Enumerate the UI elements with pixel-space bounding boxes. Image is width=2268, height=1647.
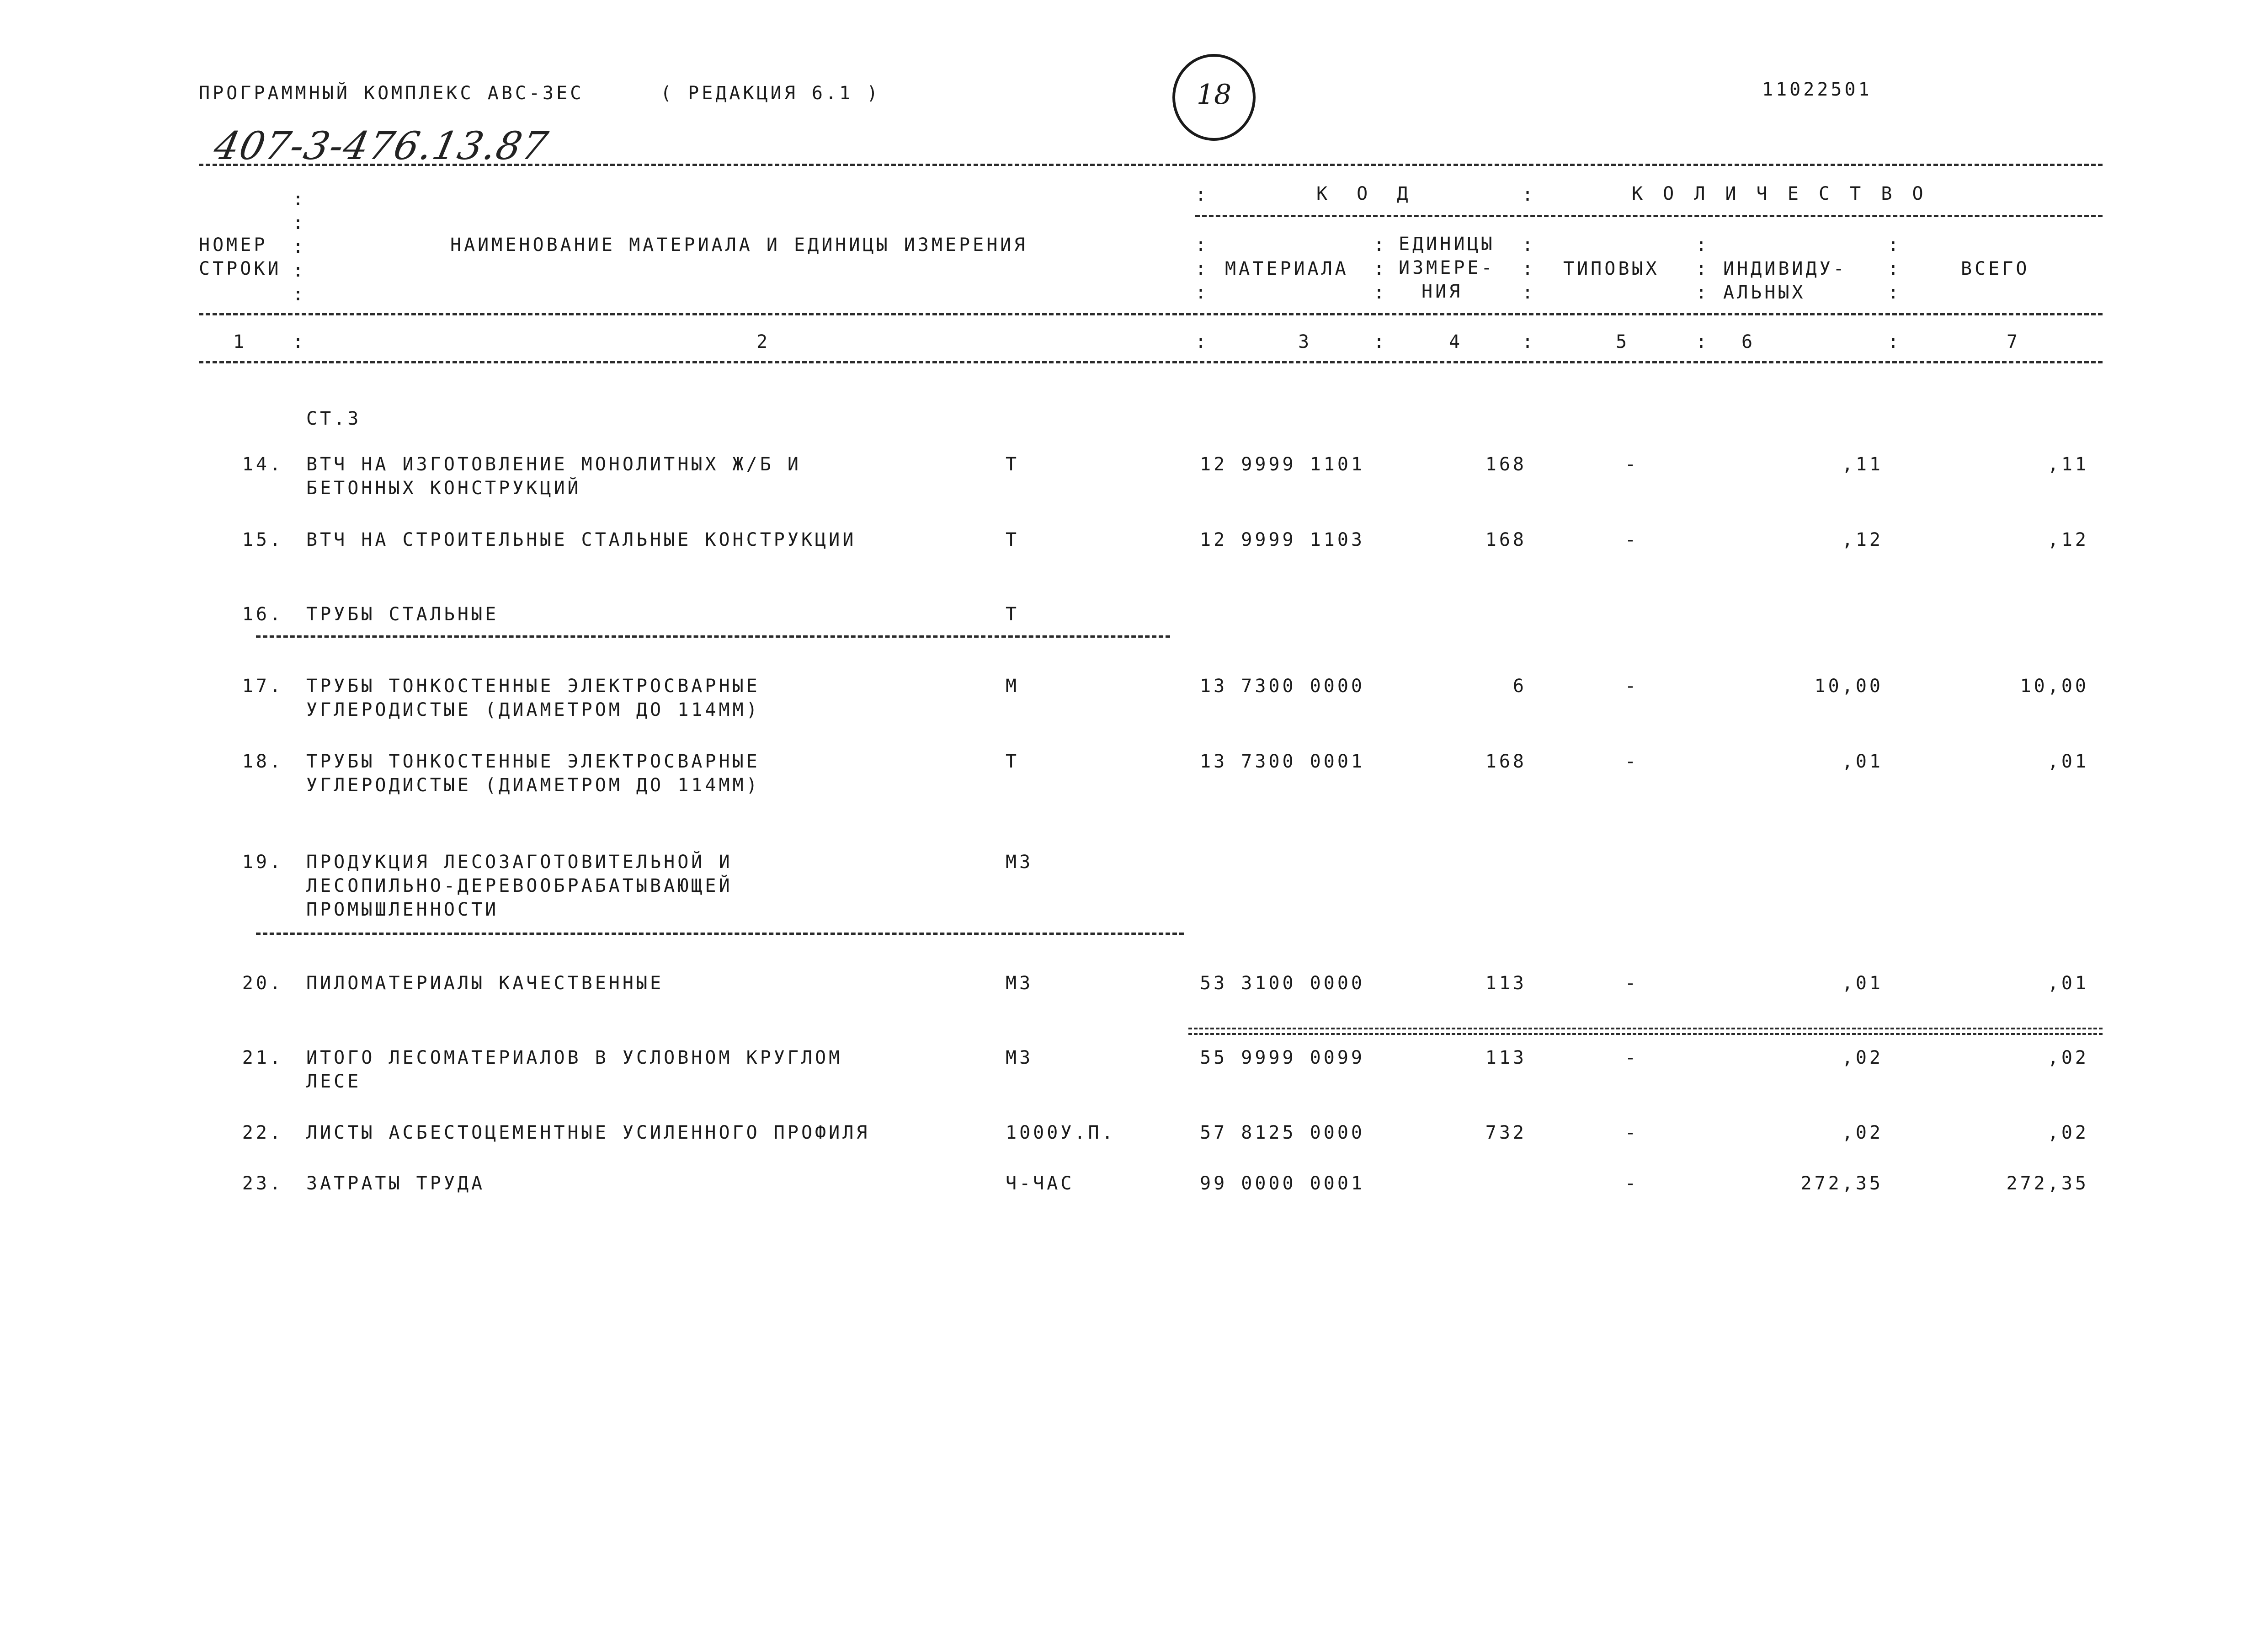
- col-sep-individual: : : :: [1696, 235, 1710, 303]
- total-qty: 272,35: [2006, 1173, 2089, 1194]
- col-sep-num-1: :: [293, 331, 307, 352]
- table-top-rule: [199, 164, 2103, 166]
- row-number: 21.: [242, 1047, 283, 1068]
- column-number-3: 3: [1298, 331, 1312, 352]
- unit-code: 168: [1485, 454, 1527, 475]
- unit: Ч-ЧАС: [1006, 1173, 1075, 1194]
- unit-code: 6: [1512, 676, 1527, 697]
- col-sep-unit: : : :: [1374, 235, 1388, 303]
- material-name: ИТОГО ЛЕСОМАТЕРИАЛОВ В УСЛОВНОМ КРУГЛОМ: [306, 1047, 843, 1068]
- col-sep-num-3: :: [1374, 331, 1388, 352]
- edition-label: ( РЕДАКЦИЯ 6.1 ): [660, 83, 881, 104]
- typical-qty: -: [1624, 1122, 1639, 1143]
- typical-qty: -: [1624, 676, 1639, 697]
- individual-qty: ,02: [1842, 1047, 1883, 1068]
- material-name-cont2: ПРОМЫШЛЕННОСТИ: [306, 899, 499, 920]
- typical-header: ТИПОВЫХ: [1563, 258, 1660, 279]
- row-number-header-line1: НОМЕР: [199, 235, 268, 256]
- unit: Т: [1006, 529, 1020, 550]
- material-code: 55 9999 0099: [1200, 1047, 1365, 1068]
- unit-code: 168: [1485, 529, 1527, 550]
- document-code: 11022501: [1762, 79, 1872, 100]
- unit-code-header-l3: НИЯ: [1421, 281, 1463, 302]
- unit-code: 732: [1485, 1122, 1527, 1143]
- material-code: 13 7300 0001: [1200, 751, 1365, 772]
- group-rule: [256, 933, 1184, 935]
- quantity-group-header: К О Л И Ч Е С Т В О: [1632, 183, 1928, 204]
- unit: М3: [1006, 973, 1033, 994]
- row-number: 19.: [242, 852, 283, 873]
- unit-code-header-l2: ИЗМЕРЕ-: [1399, 257, 1495, 278]
- header-sub-rule: [1195, 215, 2103, 217]
- row-number: 14.: [242, 454, 283, 475]
- column-number-7: 7: [2007, 331, 2021, 352]
- individual-qty: ,01: [1842, 973, 1883, 994]
- unit: Т: [1006, 604, 1020, 625]
- material-code: 53 3100 0000: [1200, 973, 1365, 994]
- unit: 1000У.П.: [1006, 1122, 1116, 1143]
- col-sep-total: : : :: [1888, 235, 1902, 303]
- material-name: ЛИСТЫ АСБЕСТОЦЕМЕНТНЫЕ УСИЛЕННОГО ПРОФИЛЯ: [306, 1122, 870, 1143]
- individual-header-l2: АЛЬНЫХ: [1723, 282, 1806, 303]
- typical-qty: -: [1624, 1047, 1639, 1068]
- row-number: 16.: [242, 604, 283, 625]
- material-code-header: МАТЕРИАЛА: [1225, 258, 1349, 279]
- material-name: ВТЧ НА СТРОИТЕЛЬНЫЕ СТАЛЬНЫЕ КОНСТРУКЦИИ: [306, 529, 857, 550]
- col-sep-typical: : : :: [1522, 235, 1536, 303]
- individual-qty: ,01: [1842, 751, 1883, 772]
- material-name: ПРОДУКЦИЯ ЛЕСОЗАГОТОВИТЕЛЬНОЙ И: [306, 852, 733, 873]
- typical-qty: -: [1624, 529, 1639, 550]
- individual-qty: 10,00: [1814, 676, 1883, 697]
- column-number-5: 5: [1616, 331, 1630, 352]
- section-label: СТ.3: [306, 408, 362, 429]
- total-qty: ,02: [2047, 1122, 2089, 1143]
- individual-qty: ,02: [1842, 1122, 1883, 1143]
- col-sep-num-6: :: [1888, 331, 1902, 352]
- code-group-header: К О Д: [1316, 183, 1417, 204]
- col-sep-2: :: [1195, 184, 1209, 205]
- unit: Т: [1006, 454, 1020, 475]
- typical-qty: -: [1624, 751, 1639, 772]
- group-rule: [256, 635, 1170, 638]
- column-number-6: 6: [1741, 331, 1756, 352]
- material-code: 57 8125 0000: [1200, 1122, 1365, 1143]
- header-bottom-rule: [199, 313, 2103, 315]
- typical-qty: -: [1624, 973, 1639, 994]
- name-column-header: НАИМЕНОВАНИЕ МАТЕРИАЛА И ЕДИНИЦЫ ИЗМЕРЕНИЯ: [450, 235, 1028, 256]
- col-sep-num-5: :: [1696, 331, 1710, 352]
- unit-code: 168: [1485, 751, 1527, 772]
- material-code: 13 7300 0000: [1200, 676, 1365, 697]
- unit-code: 113: [1485, 1047, 1527, 1068]
- individual-qty: ,11: [1842, 454, 1883, 475]
- col-sep-1: : : : : :: [293, 189, 307, 305]
- typical-qty: -: [1624, 1173, 1639, 1194]
- unit: М3: [1006, 852, 1033, 873]
- material-name: ТРУБЫ ТОНКОСТЕННЫЕ ЭЛЕКТРОСВАРНЫЕ: [306, 751, 760, 772]
- material-name: ЗАТРАТЫ ТРУДА: [306, 1173, 485, 1194]
- page-number: 18: [1196, 79, 1232, 111]
- material-name-cont: ЛЕСЕ: [306, 1071, 362, 1092]
- individual-qty: ,12: [1842, 529, 1883, 550]
- column-number-1: 1: [233, 331, 247, 352]
- material-code: 12 9999 1101: [1200, 454, 1365, 475]
- unit-code-header-l1: ЕДИНИЦЫ: [1399, 234, 1495, 255]
- total-double-rule: [1188, 1028, 2103, 1035]
- row-number: 15.: [242, 529, 283, 550]
- row-number: 20.: [242, 973, 283, 994]
- total-qty: ,12: [2047, 529, 2089, 550]
- total-header: ВСЕГО: [1961, 258, 2030, 279]
- individual-qty: 272,35: [1800, 1173, 1883, 1194]
- material-name: ТРУБЫ СТАЛЬНЫЕ: [306, 604, 499, 625]
- col-sep-3: :: [1522, 184, 1536, 205]
- handwritten-note: 407-3-476.13.87: [210, 123, 553, 168]
- material-name-cont: ЛЕСОПИЛЬНО-ДЕРЕВООБРАБАТЫВАЮЩЕЙ: [306, 875, 733, 896]
- material-code: 12 9999 1103: [1200, 529, 1365, 550]
- row-number: 17.: [242, 676, 283, 697]
- row-number: 18.: [242, 751, 283, 772]
- material-name: ПИЛОМАТЕРИАЛЫ КАЧЕСТВЕННЫЕ: [306, 973, 664, 994]
- row-number: 22.: [242, 1122, 283, 1143]
- col-sep-num-4: :: [1522, 331, 1536, 352]
- unit: М3: [1006, 1047, 1033, 1068]
- material-name-cont: УГЛЕРОДИСТЫЕ (ДИАМЕТРОМ ДО 114ММ): [306, 699, 760, 720]
- program-title: ПРОГРАММНЫЙ КОМПЛЕКС АВС-3ЕС: [199, 83, 584, 104]
- total-qty: ,02: [2047, 1047, 2089, 1068]
- total-qty: ,11: [2047, 454, 2089, 475]
- row-number: 23.: [242, 1173, 283, 1194]
- col-sep-material: : : :: [1195, 235, 1209, 303]
- material-name: ВТЧ НА ИЗГОТОВЛЕНИЕ МОНОЛИТНЫХ Ж/Б И: [306, 454, 801, 475]
- unit: М: [1006, 676, 1020, 697]
- total-qty: ,01: [2047, 973, 2089, 994]
- col-sep-num-2: :: [1195, 331, 1209, 352]
- page-number-stamp: [1172, 54, 1256, 141]
- column-number-2: 2: [756, 331, 771, 352]
- typical-qty: -: [1624, 454, 1639, 475]
- numbers-bottom-rule: [199, 361, 2103, 363]
- individual-header-l1: ИНДИВИДУ-: [1723, 258, 1847, 279]
- unit: Т: [1006, 751, 1020, 772]
- total-qty: 10,00: [2020, 676, 2089, 697]
- row-number-header-line2: СТРОКИ: [199, 258, 282, 279]
- total-qty: ,01: [2047, 751, 2089, 772]
- material-name-cont: БЕТОННЫХ КОНСТРУКЦИЙ: [306, 478, 581, 499]
- column-number-4: 4: [1449, 331, 1463, 352]
- material-code: 99 0000 0001: [1200, 1173, 1365, 1194]
- material-name: ТРУБЫ ТОНКОСТЕННЫЕ ЭЛЕКТРОСВАРНЫЕ: [306, 676, 760, 697]
- unit-code: 113: [1485, 973, 1527, 994]
- material-name-cont: УГЛЕРОДИСТЫЕ (ДИАМЕТРОМ ДО 114ММ): [306, 775, 760, 796]
